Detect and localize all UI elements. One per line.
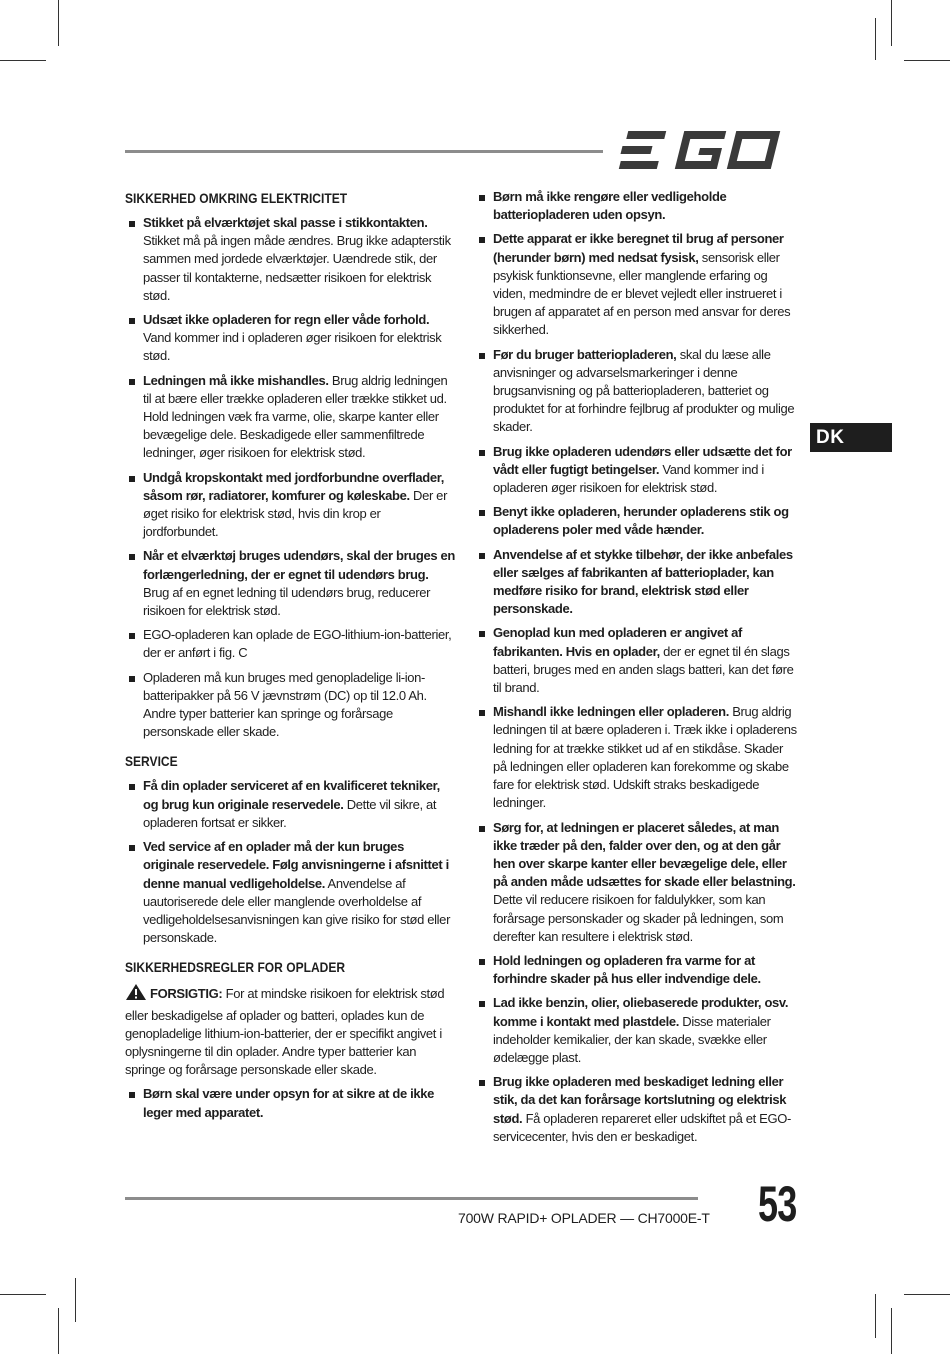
item-text: Anvendelse af uautoriserede dele eller manglende overholdelse af vedligeholdelsesanvisningen kan give risiko for stød eller personskade. <box>143 875 451 946</box>
item-bold: Når et elværktøj bruges udendørs, skal der bruges en forlængerledning, der er egnet til udendørs brug. <box>143 548 455 582</box>
item-bold: Brug ikke opladeren udendørs eller udsætte det for vådt eller fugtigt betingelser. <box>493 443 792 477</box>
list-item <box>475 703 800 812</box>
right-column <box>475 188 800 1152</box>
item-text: Brug aldrig ledningen til at bære opladeren i. Træk ikke i opladerens ledning for at trække stikket ud af en stikdåse. Skader på ledningen eller opladeren kan forekomme og skabe fare for elektrisk stød. Udskift straks beskadigede ledninger. <box>493 704 797 811</box>
item-text: Dette vil reducere risikoen for faldulykker, som kan forårsage personskader og skader på ledningen, som derefter kan resultere i elektrisk stød. <box>493 892 784 944</box>
crop-mark <box>904 1294 950 1295</box>
list-item <box>125 547 455 620</box>
list-item <box>125 214 455 305</box>
item-text: Brug aldrig ledningen til at bære eller trække opladeren eller trække stikket ud. Hold ledningen væk fra varme, olie, skarpe kanter eller bevægelige dele. Beskadigede eller sammenfiltrede ledninger, øger risikoen for elektrisk stød. <box>143 372 448 461</box>
language-tab: DK <box>810 423 892 452</box>
item-text: Brug af en egnet ledning til udendørs brug, reducerer risikoen for elektrisk stød. <box>143 584 431 619</box>
item-bold: Hold ledningen og opladeren fra varme for at forhindre skader på hus eller indvendige dele. <box>493 952 761 987</box>
list-item <box>475 546 800 619</box>
item-bold: Brug ikke opladeren med beskadiget ledning eller stik, da det kan forårsage kortslutning og elektrisk stød. <box>493 1074 787 1126</box>
list-item <box>475 952 800 988</box>
list-item <box>475 503 800 539</box>
item-bold: Mishandl ikke ledningen eller opladeren. <box>493 704 729 720</box>
crop-mark <box>891 1308 892 1354</box>
item-text: Disse materialer indeholder kemikalier, der kan skade, svække eller ødelægge plast. <box>493 1013 771 1065</box>
item-text: EGO-opladeren kan oplade de EGO-lithium-ion-batterier, der er anført i fig. C <box>143 627 452 661</box>
section-heading: SERVICE <box>125 753 178 770</box>
list-item <box>475 346 800 437</box>
list-item <box>475 819 800 946</box>
item-text: skal du læse alle anvisninger og advarselsmarkeringer i denne brugsanvisning og på batteriopladeren, batteriet og produktet for at forhindre fejlbrug af produkter og mulige skader. <box>493 346 795 435</box>
crop-mark <box>875 18 876 60</box>
item-bold: Stikket på elværktøjet skal passe i stikkontakten. <box>143 215 428 230</box>
ego-logo <box>615 128 801 177</box>
crop-mark <box>0 1294 46 1295</box>
list-item <box>125 626 455 662</box>
item-text: Der er øget risiko for elektrisk stød, hvis din krop er jordforbundet. <box>143 487 448 540</box>
caution-note <box>125 983 455 1079</box>
crop-mark <box>875 1294 876 1338</box>
ego-logo-graphic <box>615 128 801 172</box>
item-bold: Ved service af en oplader må der kun bruges originale reservedele. Følg anvisningerne i afsnittet i denne manual vedligeholdelse. <box>143 839 449 891</box>
section-heading: SIKKERHED OMKRING ELEKTRICITET <box>125 190 348 206</box>
item-bold: Undgå kropskontakt med jordforbundne overflader, såsom rør, radiatorer, komfurer og køleskabe. <box>143 469 445 503</box>
list-item <box>475 443 800 498</box>
list-item <box>475 994 800 1067</box>
item-text: Stikket må på ingen måde ændres. Brug ikke adapterstik sammen med jordede elværktøjer. Uændrede stik, der passer til kontakterne, nedsætter risikoen for elektrisk stød. <box>143 233 451 303</box>
list-item <box>475 230 800 339</box>
list-item <box>125 1085 455 1121</box>
page-number: 53 <box>758 1176 797 1232</box>
caution-text: For at mindske risikoen for elektrisk stød eller beskadigelse af oplader og batteri, oplades kun de genopladelige lithium-ion-batterier, der er specifikt angivet i oplysningerne til din oplader. Andre typer batterier kan springe og forårsage personskade eller skade. <box>125 986 445 1078</box>
crop-mark <box>75 1278 76 1322</box>
item-bold: Dette apparat er ikke beregnet til brug af personer (herunder børn) med nedsat fysisk, <box>493 231 784 265</box>
item-bold: Lad ikke benzin, olier, oliebaserede produkter, osv. komme i kontakt med plastdele. <box>493 995 789 1029</box>
section-service <box>125 751 455 947</box>
list-item <box>125 838 455 947</box>
section-heading: SIKKERHEDSREGLER FOR OPLADER <box>125 959 346 976</box>
item-text: Dette vil sikre, at opladeren fortsat er sikker. <box>143 796 437 830</box>
list-item <box>125 311 455 366</box>
item-text: Få opladeren repareret eller udskiftet på et EGO-servicecenter, hvis den er beskadiget. <box>493 1110 791 1144</box>
list-item <box>125 372 455 463</box>
list-item <box>125 777 455 832</box>
item-bold: Sørg for, at ledningen er placeret således, at man ikke træder på den, falder over den, og at den går hen over skarpe kanter eller bevægelige dele, eller på anden måde udsættes for skade eller belastning. <box>493 819 796 890</box>
caution-label: FORSIGTIG: <box>150 986 223 1002</box>
crop-mark <box>58 1308 59 1354</box>
section-electrical-safety <box>125 188 455 741</box>
item-bold: Før du bruger batteriopladeren, <box>493 346 677 362</box>
warning-triangle-icon <box>125 983 147 1006</box>
bullet-list <box>125 777 455 947</box>
item-bold: Benyt ikke opladeren, herunder opladerens stik og opladerens poler med våde hænder. <box>493 504 789 538</box>
item-text: Vand kommer ind i opladeren øger risikoen for elektrisk stød. <box>493 461 764 496</box>
item-bold: Børn skal være under opsyn for at sikre at de ikke leger med apparatet. <box>143 1086 435 1120</box>
item-bold: Udsæt ikke opladeren for regn eller våde forhold. <box>143 312 430 328</box>
left-column <box>125 188 455 1128</box>
bullet-list <box>125 1085 455 1121</box>
crop-mark <box>904 60 950 61</box>
bullet-list <box>125 214 455 741</box>
crop-mark <box>58 0 59 46</box>
list-item <box>475 1073 800 1146</box>
item-text: Opladeren må kun bruges med genopladelige li-ion-batteripakker på 56 V jævnstrøm (DC) op til 12.0 Ah. Andre typer batterier kan springe og forårsage personskade eller skade. <box>143 669 427 740</box>
list-item <box>125 669 455 742</box>
footer-product-name: 700W RAPID+ OPLADER — CH7000E-T <box>458 1210 710 1226</box>
item-bold: Genoplad kun med opladeren er angivet af fabrikanten. Hvis en oplader, <box>493 625 742 659</box>
footer-rule <box>125 1197 698 1200</box>
section-charger-safety <box>125 957 455 1121</box>
item-bold: Anvendelse af et stykke tilbehør, der ikke anbefales eller sælges af fabrikanten af batterioplader, kan medføre risiko for brand, elektrisk stød eller personskade. <box>493 546 793 617</box>
item-bold: Børn må ikke rengøre eller vedligeholde batteriopladeren uden opsyn. <box>493 189 727 223</box>
item-text: Vand kommer ind i opladeren øger risikoen for elektrisk stød. <box>143 330 442 364</box>
item-bold: Ledningen må ikke mishandles. <box>143 372 329 388</box>
header-rule <box>125 150 603 153</box>
crop-mark <box>0 60 46 61</box>
list-item <box>475 624 800 697</box>
item-text: der er egnet til én slags batteri, bruges med en anden slags batteri, kan det føre til brand. <box>493 643 794 696</box>
list-item <box>475 188 800 224</box>
bullet-list <box>475 188 800 1146</box>
item-text: sensorisk eller psykisk funktionsevne, eller manglende erfaring og viden, medmindre de er blevet vejledt eller instrueret i brugen af apparatet af en person med ansvar for deres sikkerhed. <box>493 249 791 338</box>
item-bold: Få din oplader serviceret af en kvalificeret tekniker, og brug kun originale reservedele. <box>143 778 440 812</box>
list-item <box>125 469 455 542</box>
crop-mark <box>891 0 892 46</box>
